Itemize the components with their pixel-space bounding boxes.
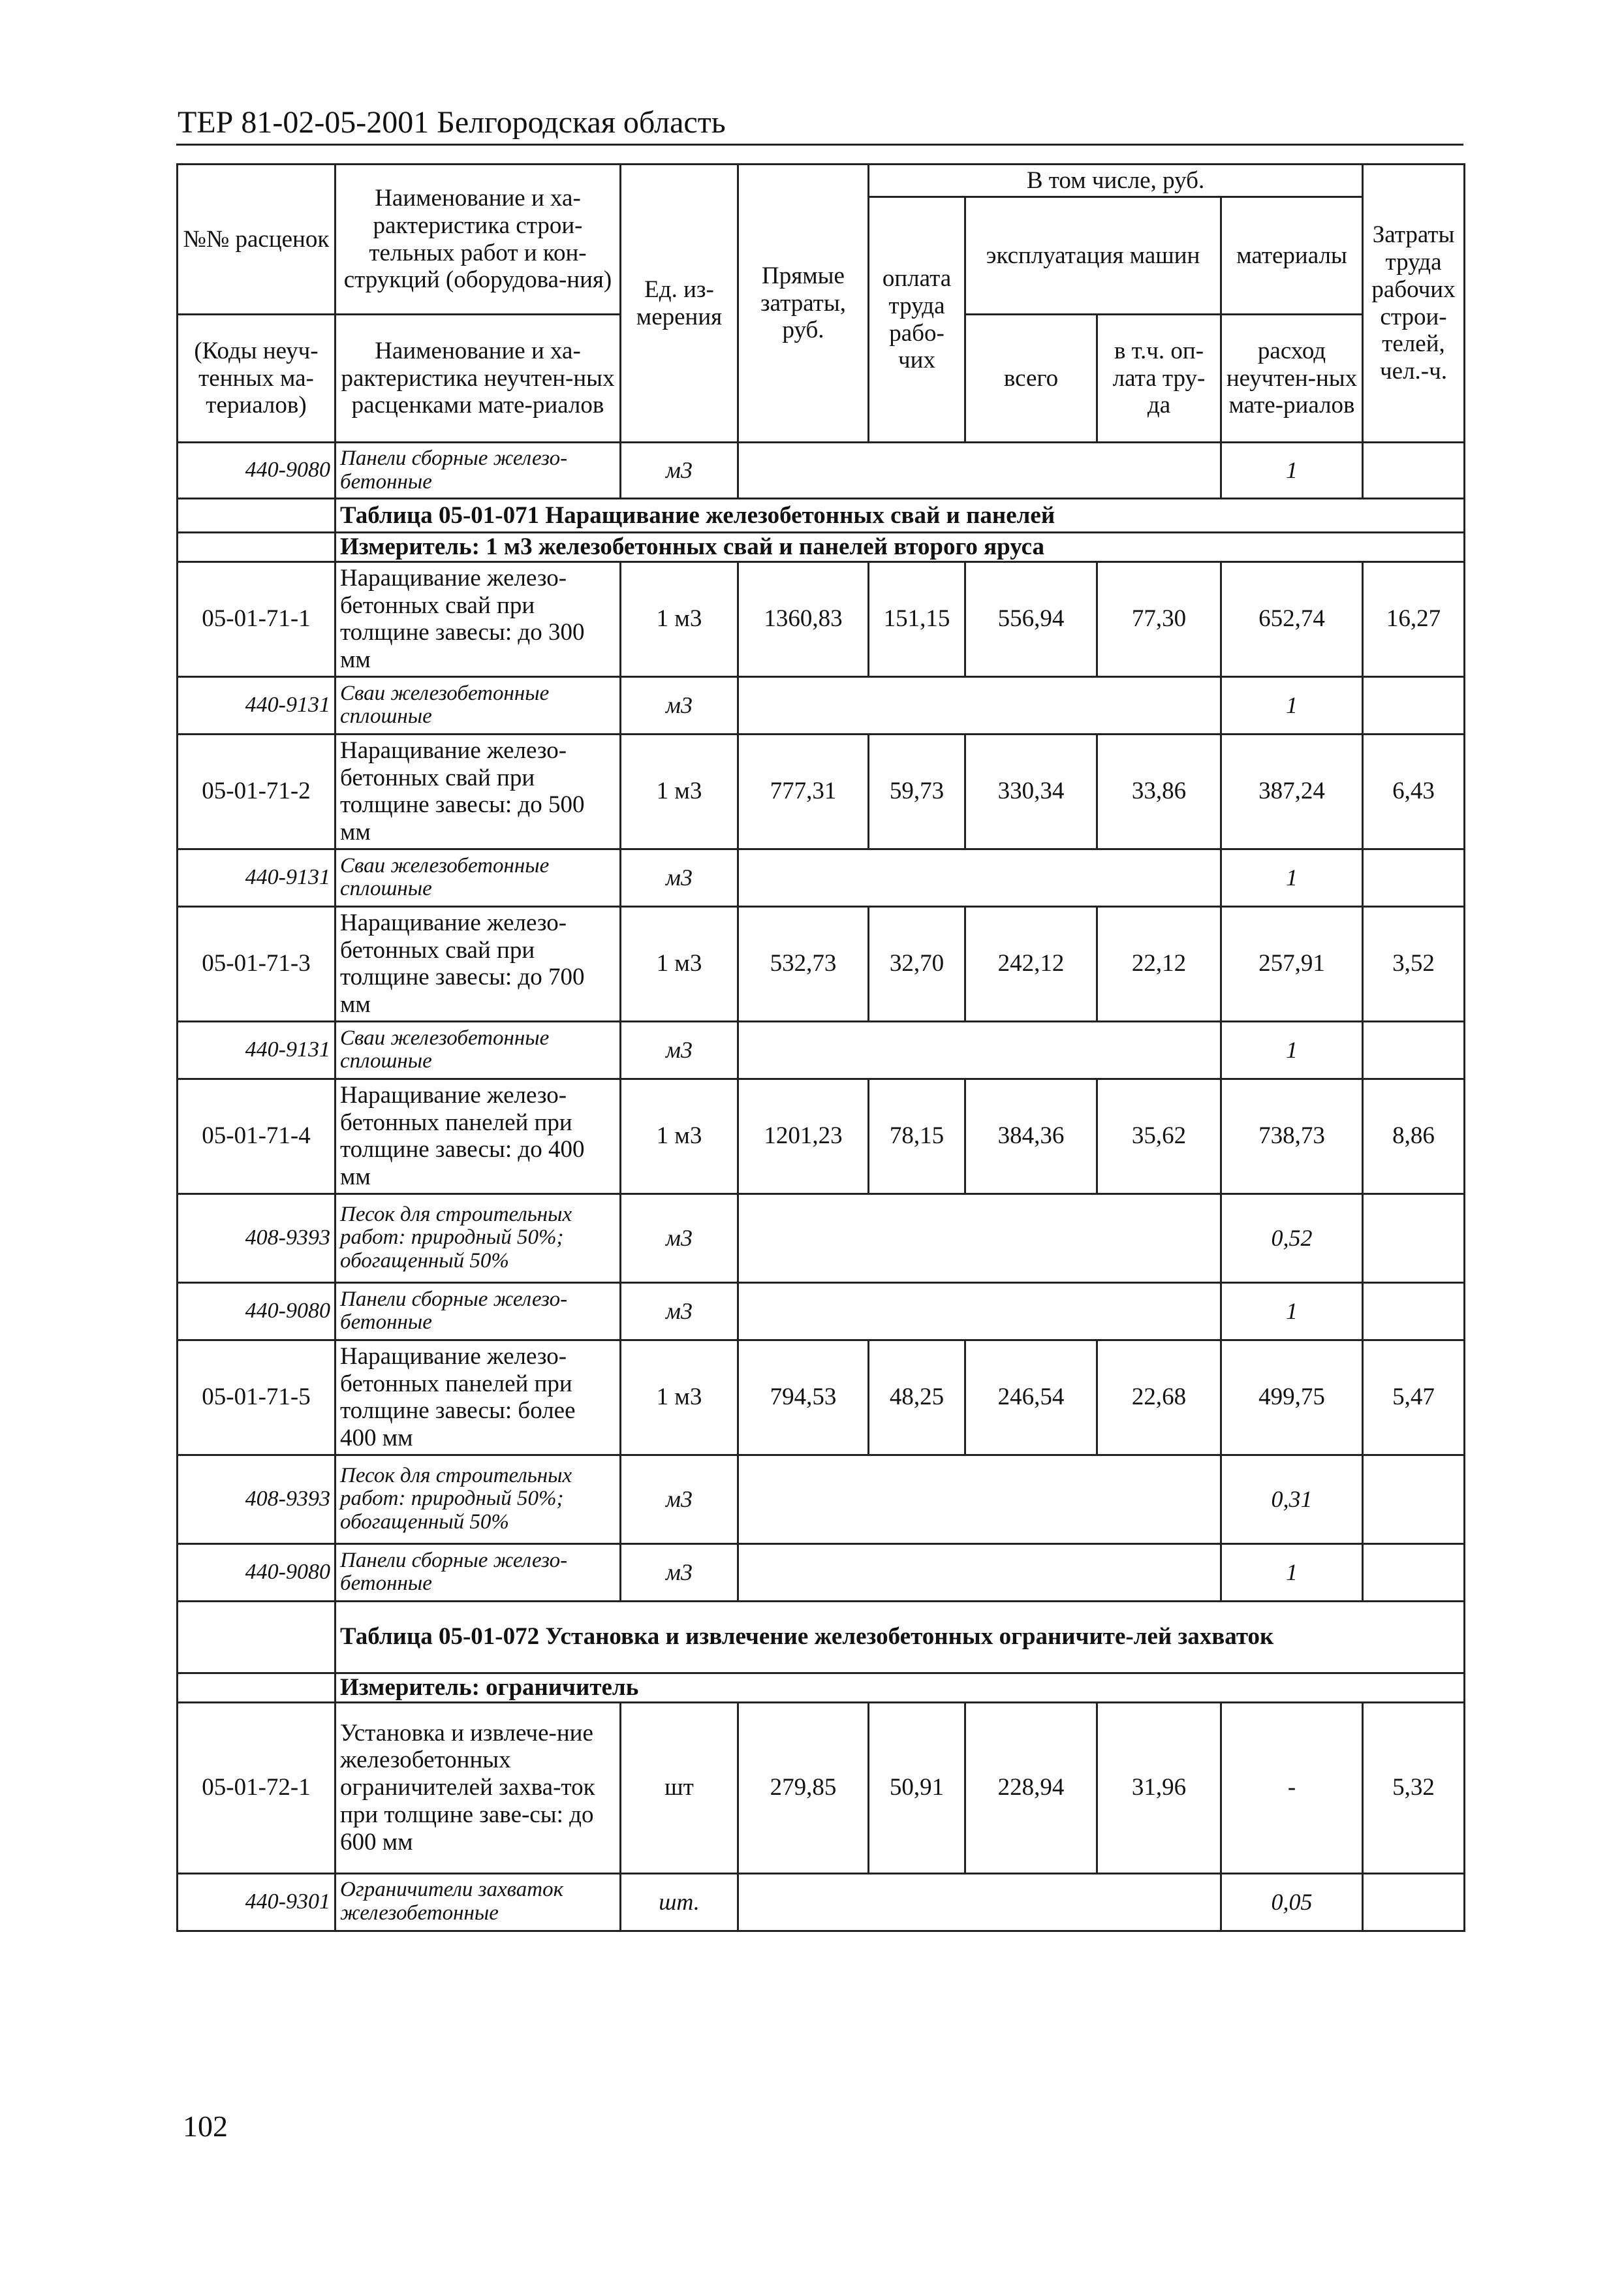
materials-cost: 499,75 xyxy=(1221,1340,1363,1455)
material-unit: м3 xyxy=(621,1455,738,1543)
material-blank xyxy=(738,443,1221,499)
col-name2-header: Наименование и ха-рактеристика неучтен-ных расценками мате-риалов xyxy=(336,315,621,443)
rate-name: Наращивание железо-бетонных панелей при толщине завесы: до 400 мм xyxy=(336,1079,621,1194)
material-name: Сваи железобетонные сплошные xyxy=(336,849,621,906)
labor-pay: 151,15 xyxy=(869,561,965,676)
material-unit: шт. xyxy=(621,1873,738,1931)
labor-hours: 8,86 xyxy=(1363,1079,1465,1194)
material-blank-last xyxy=(1363,1873,1465,1931)
labor-pay: 59,73 xyxy=(869,734,965,849)
material-blank-last xyxy=(1363,849,1465,906)
material-qty: 1 xyxy=(1221,849,1363,906)
material-name: Ограничители захваток железобетонные xyxy=(336,1873,621,1931)
col-labor-header: Затраты труда рабочих строи-телей, чел.-ч. xyxy=(1363,165,1465,443)
rate-row xyxy=(178,906,1465,1021)
material-code: 440-9131 xyxy=(178,1021,336,1079)
measure-blank xyxy=(178,533,336,562)
col-unit-header: Ед. из-мерения xyxy=(621,165,738,443)
page-header: ТЕР 81-02-05-2001 Белгородская область xyxy=(178,105,726,140)
col-incl-header: В том числе, руб. xyxy=(869,165,1363,197)
col-machpay-header: в т.ч. оп-лата тру-да xyxy=(1097,315,1221,443)
material-row xyxy=(178,849,1465,906)
measure-blank xyxy=(178,1673,336,1702)
material-blank xyxy=(738,676,1221,734)
machines-labor-pay: 35,62 xyxy=(1097,1079,1221,1194)
rate-unit: 1 м3 xyxy=(621,561,738,676)
rate-unit: 1 м3 xyxy=(621,734,738,849)
material-unit: м3 xyxy=(621,1543,738,1601)
labor-hours: 6,43 xyxy=(1363,734,1465,849)
table-title-row xyxy=(178,499,1465,533)
labor-hours: 5,47 xyxy=(1363,1340,1465,1455)
material-code: 440-9301 xyxy=(178,1873,336,1931)
material-qty: 0,31 xyxy=(1221,1455,1363,1543)
material-code: 440-9131 xyxy=(178,676,336,734)
rate-code: 05-01-71-2 xyxy=(178,734,336,849)
rate-unit: шт xyxy=(621,1702,738,1873)
machines-labor-pay: 77,30 xyxy=(1097,561,1221,676)
title-blank xyxy=(178,499,336,533)
material-qty: 1 xyxy=(1221,1282,1363,1340)
header-rule xyxy=(176,144,1463,146)
rate-unit: 1 м3 xyxy=(621,1079,738,1194)
rate-row xyxy=(178,561,1465,676)
material-qty: 0,52 xyxy=(1221,1194,1363,1282)
rate-row xyxy=(178,1702,1465,1873)
material-blank-last xyxy=(1363,676,1465,734)
material-blank xyxy=(738,1282,1221,1340)
material-row xyxy=(178,1455,1465,1543)
machines-total: 242,12 xyxy=(965,906,1097,1021)
material-unit: м3 xyxy=(621,849,738,906)
material-blank-last xyxy=(1363,1194,1465,1282)
material-unit: м3 xyxy=(621,1021,738,1079)
machines-total: 246,54 xyxy=(965,1340,1097,1455)
machines-labor-pay: 33,86 xyxy=(1097,734,1221,849)
material-blank xyxy=(738,1021,1221,1079)
material-row xyxy=(178,1543,1465,1601)
direct-cost: 279,85 xyxy=(738,1702,869,1873)
material-blank-last xyxy=(1363,1021,1465,1079)
material-blank xyxy=(738,1543,1221,1601)
rate-code: 05-01-71-1 xyxy=(178,561,336,676)
material-row xyxy=(178,1282,1465,1340)
title-blank xyxy=(178,1601,336,1673)
col-laborpay-header: оплата труда рабо-чих xyxy=(869,197,965,443)
machines-total: 330,34 xyxy=(965,734,1097,849)
col-code-header: №№ расценок xyxy=(178,165,336,315)
material-name: Песок для строительных работ: природный 50%; обогащенный 50% xyxy=(336,1194,621,1282)
rate-code: 05-01-72-1 xyxy=(178,1702,336,1873)
direct-cost: 794,53 xyxy=(738,1340,869,1455)
labor-pay: 50,91 xyxy=(869,1702,965,1873)
rate-name: Наращивание железо-бетонных панелей при толщине завесы: более 400 мм xyxy=(336,1340,621,1455)
material-code: 440-9080 xyxy=(178,1543,336,1601)
materials-cost: 257,91 xyxy=(1221,906,1363,1021)
material-row xyxy=(178,1873,1465,1931)
material-blank xyxy=(738,849,1221,906)
materials-cost: - xyxy=(1221,1702,1363,1873)
machines-total: 556,94 xyxy=(965,561,1097,676)
col-materials-header: материалы xyxy=(1221,197,1363,315)
machines-total: 228,94 xyxy=(965,1702,1097,1873)
table-title-row xyxy=(178,1601,1465,1673)
rate-row xyxy=(178,1079,1465,1194)
labor-pay: 48,25 xyxy=(869,1340,965,1455)
table-title: Таблица 05-01-071 Наращивание железобетонных свай и панелей xyxy=(336,499,1465,533)
material-qty: 0,05 xyxy=(1221,1873,1363,1931)
material-blank xyxy=(738,1455,1221,1543)
material-qty: 1 xyxy=(1221,676,1363,734)
direct-cost: 1360,83 xyxy=(738,561,869,676)
material-qty: 1 xyxy=(1221,1543,1363,1601)
col-code2-header: (Коды неуч-тенных ма-териалов) xyxy=(178,315,336,443)
direct-cost: 777,31 xyxy=(738,734,869,849)
material-name: Песок для строительных работ: природный 50%; обогащенный 50% xyxy=(336,1455,621,1543)
rate-code: 05-01-71-4 xyxy=(178,1079,336,1194)
material-blank xyxy=(738,1873,1221,1931)
material-code: 408-9393 xyxy=(178,1194,336,1282)
table-measure: Измеритель: ограничитель xyxy=(336,1673,1465,1702)
labor-hours: 16,27 xyxy=(1363,561,1465,676)
machines-total: 384,36 xyxy=(965,1079,1097,1194)
col-machines-header: эксплуатация машин xyxy=(965,197,1221,315)
material-name: Панели сборные железо-бетонные xyxy=(336,1543,621,1601)
measure-row xyxy=(178,1673,1465,1702)
rate-unit: 1 м3 xyxy=(621,906,738,1021)
material-blank-last xyxy=(1363,1543,1465,1601)
rates-table xyxy=(176,163,1465,1932)
rate-name: Наращивание железо-бетонных свай при толщине завесы: до 300 мм xyxy=(336,561,621,676)
labor-hours: 3,52 xyxy=(1363,906,1465,1021)
direct-cost: 1201,23 xyxy=(738,1079,869,1194)
material-unit: м3 xyxy=(621,1282,738,1340)
material-name: Панели сборные железо-бетонные xyxy=(336,1282,621,1340)
labor-pay: 32,70 xyxy=(869,906,965,1021)
rate-code: 05-01-71-3 xyxy=(178,906,336,1021)
machines-labor-pay: 22,12 xyxy=(1097,906,1221,1021)
material-unit: м3 xyxy=(621,676,738,734)
measure-row xyxy=(178,533,1465,562)
col-name-header: Наименование и ха-рактеристика строи-тельных работ и кон-струкций (оборудова-ния) xyxy=(336,165,621,315)
material-qty: 1 xyxy=(1221,1021,1363,1079)
materials-cost: 387,24 xyxy=(1221,734,1363,849)
material-row xyxy=(178,1021,1465,1079)
material-row xyxy=(178,676,1465,734)
material-code: 440-9080 xyxy=(178,443,336,499)
material-code: 440-9131 xyxy=(178,849,336,906)
col-direct-header: Прямые затраты, руб. xyxy=(738,165,869,443)
material-qty: 1 xyxy=(1221,443,1363,499)
material-unit: м3 xyxy=(621,1194,738,1282)
table-title: Таблица 05-01-072 Установка и извлечение железобетонных ограничите-лей захваток xyxy=(336,1601,1465,1673)
rate-unit: 1 м3 xyxy=(621,1340,738,1455)
material-row xyxy=(178,443,1465,499)
material-row xyxy=(178,1194,1465,1282)
material-code: 408-9393 xyxy=(178,1455,336,1543)
rate-name: Наращивание железо-бетонных свай при толщине завесы: до 700 мм xyxy=(336,906,621,1021)
rate-name: Установка и извлече-ние железобетонных ограничителей захва-ток при толщине заве-сы: до 600 мм xyxy=(336,1702,621,1873)
material-blank-last xyxy=(1363,443,1465,499)
direct-cost: 532,73 xyxy=(738,906,869,1021)
col-matusage-header: расход неучтен-ных мате-риалов xyxy=(1221,315,1363,443)
rate-code: 05-01-71-5 xyxy=(178,1340,336,1455)
col-machtotal-header: всего xyxy=(965,315,1097,443)
material-code: 440-9080 xyxy=(178,1282,336,1340)
page-number: 102 xyxy=(183,2110,228,2143)
materials-cost: 652,74 xyxy=(1221,561,1363,676)
labor-pay: 78,15 xyxy=(869,1079,965,1194)
machines-labor-pay: 31,96 xyxy=(1097,1702,1221,1873)
machines-labor-pay: 22,68 xyxy=(1097,1340,1221,1455)
table-measure: Измеритель: 1 м3 железобетонных свай и панелей второго яруса xyxy=(336,533,1465,562)
material-name: Сваи железобетонные сплошные xyxy=(336,1021,621,1079)
materials-cost: 738,73 xyxy=(1221,1079,1363,1194)
labor-hours: 5,32 xyxy=(1363,1702,1465,1873)
rate-row xyxy=(178,734,1465,849)
material-unit: м3 xyxy=(621,443,738,499)
material-name: Сваи железобетонные сплошные xyxy=(336,676,621,734)
material-blank-last xyxy=(1363,1455,1465,1543)
material-blank xyxy=(738,1194,1221,1282)
rate-row xyxy=(178,1340,1465,1455)
material-name: Панели сборные железо-бетонные xyxy=(336,443,621,499)
rate-name: Наращивание железо-бетонных свай при толщине завесы: до 500 мм xyxy=(336,734,621,849)
material-blank-last xyxy=(1363,1282,1465,1340)
